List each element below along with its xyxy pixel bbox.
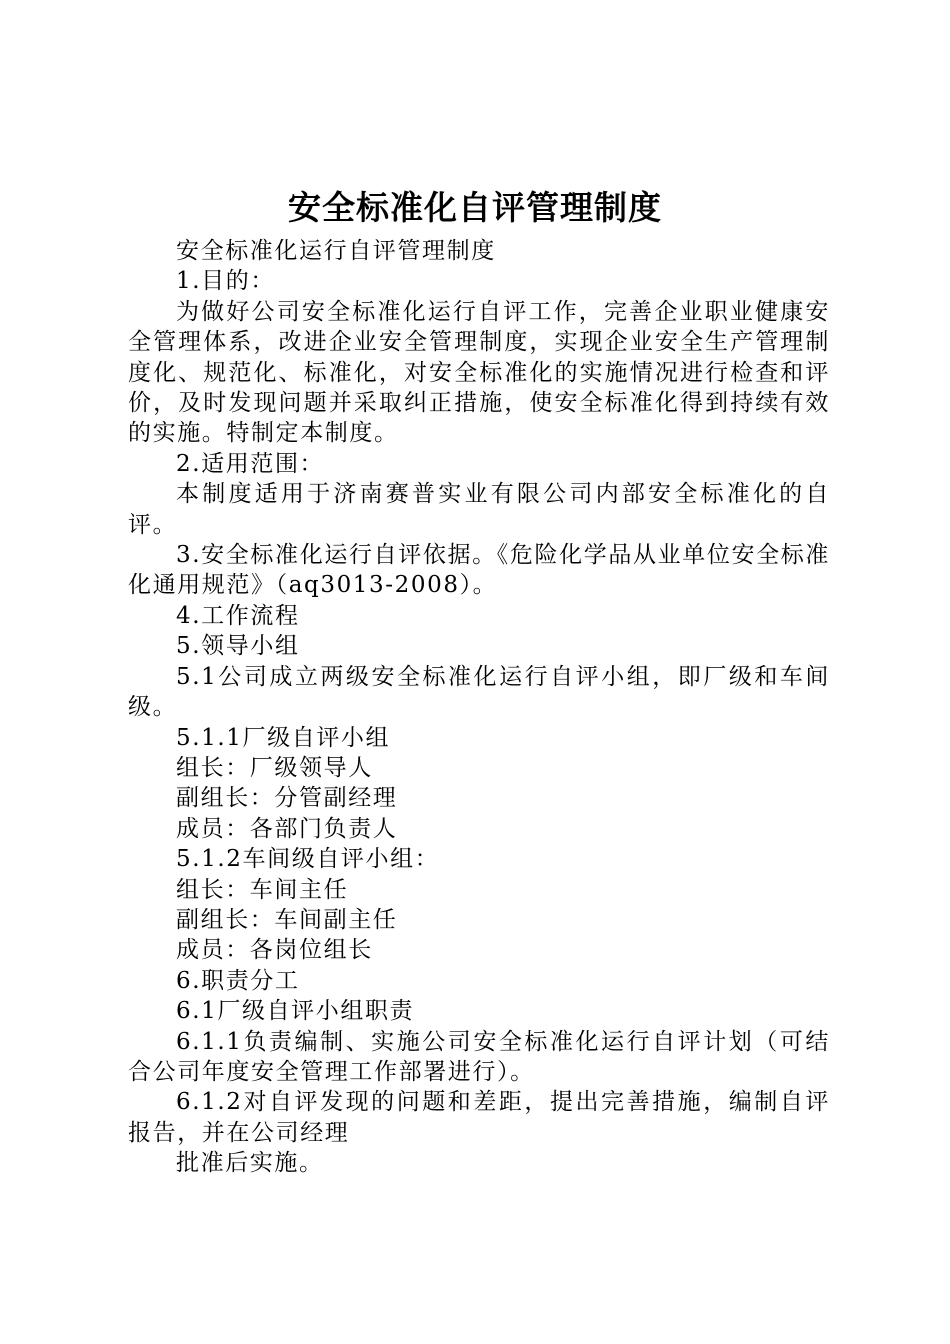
paragraph: 5.1公司成立两级安全标准化运行自评小组，即厂级和车间级。 <box>128 663 830 721</box>
paragraph: 6.1.1负责编制、实施公司安全标准化运行自评计划（可结合公司年度安全管理工作部署进行）。 <box>128 1028 830 1085</box>
list-item: 成员：各岗位组长 <box>176 937 373 964</box>
paragraph: 批准后实施。 <box>176 1150 324 1177</box>
list-item: 成员：各部门负责人 <box>176 815 398 842</box>
section-heading: 5.领导小组 <box>176 633 300 660</box>
list-item: 组长：厂级领导人 <box>176 754 373 781</box>
section-heading: 2.适用范围： <box>176 450 325 477</box>
document-title: 安全标准化自评管理制度 <box>288 188 662 227</box>
section-heading: 4.工作流程 <box>176 602 300 629</box>
section-heading: 1.目的： <box>176 268 275 295</box>
subsection-heading: 5.1.1厂级自评小组 <box>176 724 391 751</box>
list-item: 组长：车间主任 <box>176 876 349 903</box>
document-subtitle: 安全标准化运行自评管理制度 <box>176 238 496 264</box>
paragraph: 6.1.2对自评发现的问题和差距，提出完善措施，编制自评报告，并在公司经理 <box>128 1089 830 1146</box>
paragraph: 本制度适用于济南赛普实业有限公司内部安全标准化的自评。 <box>128 481 830 538</box>
subsection-heading: 6.1厂级自评小组职责 <box>176 998 415 1025</box>
subsection-heading: 5.1.2车间级自评小组： <box>176 846 440 873</box>
paragraph: 3.安全标准化运行自评依据。《危险化学品从业单位安全标准化通用规范》（aq3013-2008）。 <box>128 542 830 599</box>
paragraph: 为做好公司安全标准化运行自评工作，完善企业职业健康安全管理体系，改进企业安全管理制度，实现企业安全生产管理制度化、规范化、标准化，对安全标准化的实施情况进行检查和评价，及时发现问题并采取纠正措施，使安全标准化得到持续有效的实施。特制定本制度。 <box>128 298 830 447</box>
list-item: 副组长：车间副主任 <box>176 906 398 933</box>
list-item: 副组长：分管副经理 <box>176 785 398 812</box>
section-heading: 6.职责分工 <box>176 967 300 994</box>
document-body <box>128 236 830 1179</box>
